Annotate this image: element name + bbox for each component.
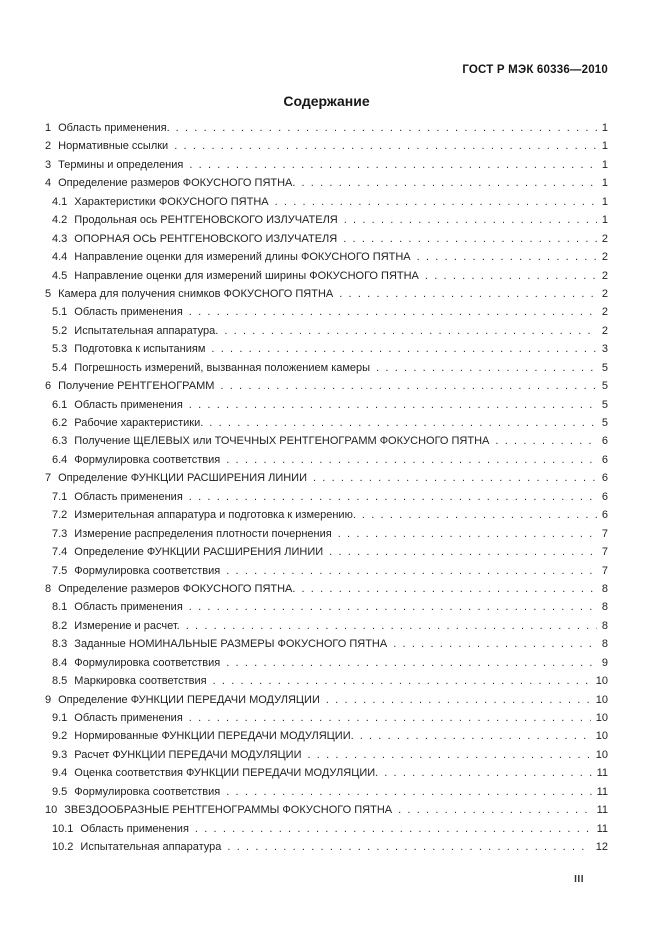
toc-entry-page: 2 [601,324,608,337]
toc-leader-dots [362,509,597,521]
toc-entry [45,620,608,638]
toc-entry-page: 2 [601,251,608,264]
toc-entry-title: Направление оценки для измерений ширины ФОКУСНОГО ПЯТНА [74,269,419,282]
toc-entry-page: 10 [595,712,608,724]
toc-entry [45,270,608,288]
toc-entry-page: 9 [601,656,608,669]
toc-entry-title: Испытательная аппаратура [80,841,222,854]
toc-entry-page: 6 [601,435,608,448]
toc-leader-dots [329,546,597,558]
toc-entry [45,362,608,380]
toc-entry-page: 1 [601,158,608,171]
toc-entry [45,196,608,214]
toc-list [45,122,608,860]
toc-entry-title: Маркировка соответствия [74,675,207,688]
toc-leader-dots [376,362,597,374]
toc-leader-dots [189,159,597,171]
toc-entry [45,694,608,712]
toc-leader-dots [360,730,591,742]
toc-entry-page: 2 [601,287,608,300]
toc-entry-page: 11 [596,804,608,817]
toc-entry-number: 9.2 [52,730,68,743]
toc-entry-page: 1 [601,122,608,134]
toc-entry-number: 5.2 [52,324,68,337]
toc-leader-dots [344,214,597,226]
toc-leader-dots [227,841,590,853]
toc-entry-page: 5 [601,380,608,393]
toc-entry-number: 10.1 [52,822,74,835]
toc-entry [45,583,608,601]
toc-entry-number: 9.1 [52,712,68,724]
toc-entry-title: Область применения [80,822,189,835]
toc-entry [45,325,608,343]
toc-entry [45,140,608,158]
toc-leader-dots [307,749,590,761]
toc-entry [45,638,608,656]
toc-leader-dots [176,122,597,134]
toc-entry-title: Заданные НОМИНАЛЬНЫЕ РАЗМЕРЫ ФОКУСНОГО ПЯТНА [74,638,388,651]
toc-entry-page: 8 [601,619,608,632]
toc-entry-title: Камера для получения снимков ФОКУСНОГО ПЯТНА [58,287,334,300]
document-standard-number: ГОСТ Р МЭК 60336—2010 [462,64,608,76]
toc-entry-number: 7.1 [52,490,68,503]
toc-leader-dots [211,343,596,355]
toc-entry-page: 8 [601,601,608,614]
toc-entry-number: 8.4 [52,656,68,669]
toc-entry-page: 2 [601,306,608,319]
toc-entry [45,177,608,195]
toc-entry-number: 4.5 [52,269,68,282]
toc-entry-number: 3 [45,158,52,171]
toc-entry [45,454,608,472]
toc-entry-title: Измерительная аппаратура и подготовка к измерению. [74,509,356,522]
toc-entry-page: 10 [595,730,608,743]
toc-entry-title: Термины и определения [58,158,184,171]
toc-entry [45,730,608,748]
toc-entry-page: 1 [601,214,608,227]
toc-entry-page: 10 [595,748,608,761]
toc-entry-title: Определение ФУНКЦИИ РАСШИРЕНИЯ ЛИНИИ [74,546,324,559]
toc-entry-page: 1 [601,195,608,208]
toc-entry-number: 6.2 [52,417,68,429]
toc-entry-number: 6 [45,380,52,393]
toc-entry-title: Получение РЕНТГЕНОГРАММ [58,380,215,393]
toc-leader-dots [275,196,597,208]
toc-entry-number: 5 [45,287,52,300]
toc-entry-page: 2 [601,232,608,245]
toc-entry-title: Определение ФУНКЦИИ ПЕРЕДАЧИ МОДУЛЯЦИИ [58,693,320,706]
toc-entry-page: 3 [601,343,608,356]
toc-entry [45,399,608,417]
toc-entry-number: 5.4 [52,361,68,374]
toc-entry-number: 8.5 [52,675,68,688]
toc-entry-title: Определение размеров ФОКУСНОГО ПЯТНА. [58,582,296,595]
toc-entry [45,491,608,509]
toc-entry-page: 5 [601,361,608,374]
toc-entry-title: Продольная ось РЕНТГЕНОВСКОГО ИЗЛУЧАТЕЛЯ [74,214,338,227]
toc-entry-number: 7.4 [52,546,68,559]
toc-leader-dots [224,325,597,337]
toc-entry-title: ЗВЕЗДООБРАЗНЫЕ РЕНТГЕНОГРАММЫ ФОКУСНОГО ПЯТНА [64,804,393,817]
toc-entry-title: Характеристики ФОКУСНОГО ПЯТНА [74,195,269,208]
toc-entry-number: 7.5 [52,564,68,577]
toc-entry-number: 10 [45,804,58,817]
toc-entry-number: 7 [45,472,52,485]
toc-entry [45,472,608,490]
toc-entry-number: 5.1 [52,306,68,319]
toc-entry-number: 4.1 [52,195,68,208]
toc-leader-dots [189,712,591,724]
toc-leader-dots [195,823,592,835]
toc-leader-dots [189,306,597,318]
toc-entry-title: Нормированные ФУНКЦИИ ПЕРЕДАЧИ МОДУЛЯЦИИ. [74,730,354,743]
toc-entry-title: Рабочие характеристики. [74,417,204,429]
toc-entry [45,786,608,804]
toc-entry-page: 7 [601,546,608,559]
toc-entry [45,823,608,841]
toc-entry-page: 6 [601,472,608,485]
toc-leader-dots [220,380,596,392]
toc-entry [45,546,608,564]
toc-entry-number: 4 [45,177,52,190]
toc-entry-number: 9 [45,693,52,706]
toc-entry-number: 4.3 [52,232,68,245]
toc-entry-number: 10.2 [52,841,74,854]
toc-entry [45,804,608,822]
toc-leader-dots [226,657,597,669]
toc-entry-number: 5.3 [52,343,68,356]
toc-leader-dots [189,399,597,411]
toc-entry-title: ОПОРНАЯ ОСЬ РЕНТГЕНОВСКОГО ИЗЛУЧАТЕЛЯ [74,232,338,245]
toc-entry-title: Определение размеров ФОКУСНОГО ПЯТНА. [58,177,296,190]
toc-leader-dots [189,491,597,503]
toc-entry-page: 8 [601,582,608,595]
toc-entry-page: 5 [601,417,608,429]
toc-leader-dots [313,472,597,484]
toc-entry-title: Область применения. [58,122,170,134]
toc-leader-dots [186,620,597,632]
toc-entry-title: Область применения [74,490,183,503]
toc-entry-title: Формулировка соответствия [74,453,221,466]
toc-entry-page: 10 [595,693,608,706]
toc-entry [45,251,608,269]
toc-leader-dots [495,435,596,447]
toc-entry-page: 10 [595,675,608,688]
toc-entry-number: 8.2 [52,619,68,632]
toc-leader-dots [189,601,597,613]
toc-entry-title: Погрешность измерений, вызванная положением камеры [74,361,371,374]
toc-entry-number: 9.3 [52,748,68,761]
toc-leader-dots [425,270,597,282]
toc-leader-dots [384,767,591,779]
toc-entry [45,214,608,232]
toc-leader-dots [417,251,597,263]
toc-entry-title: Область применения [74,398,183,411]
toc-leader-dots [209,417,597,429]
toc-leader-dots [226,454,597,466]
toc-entry-title: Определение ФУНКЦИИ РАСШИРЕНИЯ ЛИНИИ [58,472,307,485]
toc-entry [45,159,608,177]
toc-entry-title: Измерение и расчет. [74,619,180,632]
toc-leader-dots [226,786,591,798]
toc-entry-page: 11 [596,767,608,780]
toc-entry-title: Формулировка соответствия [74,656,221,669]
toc-entry-number: 9.5 [52,785,68,798]
toc-entry-title: Получение ЩЕЛЕВЫХ или ТОЧЕЧНЫХ РЕНТГЕНОГРАММ ФОКУСНОГО ПЯТНА [74,435,490,448]
toc-entry-number: 6.1 [52,398,68,411]
toc-entry-number: 7.2 [52,509,68,522]
toc-entry-title: Область применения [74,601,183,614]
toc-entry-page: 1 [601,140,608,153]
toc-entry-number: 8 [45,582,52,595]
toc-entry-page: 7 [601,527,608,540]
toc-entry-page: 5 [601,398,608,411]
toc-entry-page: 1 [601,177,608,190]
toc-leader-dots [174,140,597,152]
toc-entry-page: 12 [595,841,608,854]
toc-entry [45,712,608,730]
toc-entry-title: Расчет ФУНКЦИИ ПЕРЕДАЧИ МОДУЛЯЦИИ [74,748,302,761]
toc-entry-number: 8.1 [52,601,68,614]
toc-entry [45,749,608,767]
toc-entry [45,343,608,361]
toc-leader-dots [338,528,597,540]
toc-entry-page: 6 [601,453,608,466]
toc-leader-dots [301,583,596,595]
toc-entry-number: 6.3 [52,435,68,448]
toc-entry-number: 1 [45,122,52,134]
toc-entry-number: 7.3 [52,527,68,540]
toc-entry [45,841,608,859]
toc-leader-dots [301,177,596,189]
toc-entry [45,657,608,675]
toc-entry-title: Оценка соответствия ФУНКЦИИ ПЕРЕДАЧИ МОДУЛЯЦИИ. [74,767,379,780]
toc-entry [45,565,608,583]
toc-entry-title: Формулировка соответствия [74,785,221,798]
toc-leader-dots [226,565,597,577]
toc-entry-title: Нормативные ссылки [58,140,169,153]
toc-leader-dots [393,638,597,650]
toc-entry-number: 4.2 [52,214,68,227]
toc-entry [45,380,608,398]
toc-entry [45,528,608,546]
toc-entry-number: 4.4 [52,251,68,264]
toc-entry-page: 11 [596,822,608,835]
toc-entry-number: 8.3 [52,638,68,651]
toc-entry-title: Область применения [74,712,183,724]
toc-entry [45,306,608,324]
toc-entry-page: 6 [601,490,608,503]
toc-entry [45,435,608,453]
toc-entry-page: 2 [601,269,608,282]
toc-leader-dots [398,804,591,816]
toc-entry [45,122,608,140]
page-title: Содержание [283,93,370,109]
toc-entry [45,601,608,619]
toc-entry-page: 7 [601,564,608,577]
toc-leader-dots [343,233,597,245]
toc-entry [45,675,608,693]
toc-entry-page: 6 [601,509,608,522]
toc-entry-number: 2 [45,140,52,153]
toc-entry [45,417,608,435]
toc-entry [45,288,608,306]
toc-entry-title: Измерение распределения плотности почернения [74,527,332,540]
toc-leader-dots [326,694,591,706]
toc-entry-title: Подготовка к испытаниям [74,343,206,356]
toc-entry-page: 8 [601,638,608,651]
toc-entry-title: Область применения [74,306,183,319]
toc-leader-dots [339,288,597,300]
toc-entry-number: 6.4 [52,453,68,466]
toc-leader-dots [213,675,591,687]
toc-entry [45,509,608,527]
toc-entry-title: Испытательная аппаратура. [74,324,219,337]
toc-entry [45,767,608,785]
toc-entry-title: Формулировка соответствия [74,564,221,577]
toc-entry [45,233,608,251]
footer-page-number: III [574,873,584,885]
toc-entry-page: 11 [596,785,608,798]
toc-entry-title: Направление оценки для измерений длины ФОКУСНОГО ПЯТНА [74,251,411,264]
toc-entry-number: 9.4 [52,767,68,780]
